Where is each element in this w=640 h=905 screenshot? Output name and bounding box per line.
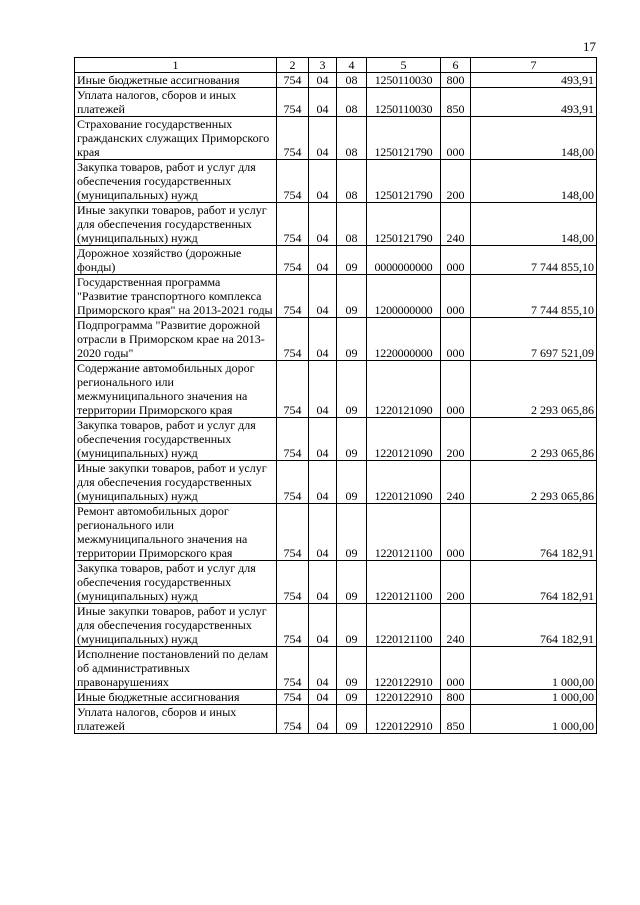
- row-name: Иные закупки товаров, работ и услуг для обеспечения государственных (муниципальных) нужд: [75, 604, 277, 647]
- row-ministry-code: 754: [277, 73, 309, 88]
- row-subsection: 09: [337, 504, 367, 561]
- row-expense-type: 000: [441, 361, 471, 418]
- row-ministry-code: 754: [277, 246, 309, 275]
- row-subsection: 08: [337, 203, 367, 246]
- row-target-article: 1220121100: [367, 604, 441, 647]
- row-amount: 1 000,00: [471, 647, 597, 690]
- column-header-7: 7: [471, 58, 597, 73]
- row-expense-type: 000: [441, 647, 471, 690]
- row-amount: 764 182,91: [471, 504, 597, 561]
- row-section: 04: [309, 246, 337, 275]
- row-amount: 493,91: [471, 88, 597, 117]
- row-name: Государственная программа "Развитие транспортного комплекса Приморского края" на 2013-2021 годы: [75, 275, 277, 318]
- row-subsection: 08: [337, 117, 367, 160]
- row-subsection: 09: [337, 690, 367, 705]
- row-amount: 148,00: [471, 160, 597, 203]
- row-expense-type: 000: [441, 246, 471, 275]
- row-ministry-code: 754: [277, 504, 309, 561]
- row-subsection: 09: [337, 647, 367, 690]
- row-subsection: 09: [337, 246, 367, 275]
- table-row: [75, 418, 597, 461]
- row-amount: 2 293 065,86: [471, 461, 597, 504]
- row-name: Иные бюджетные ассигнования: [75, 73, 277, 88]
- row-name: Уплата налогов, сборов и иных платежей: [75, 88, 277, 117]
- row-target-article: 1220121100: [367, 561, 441, 604]
- row-section: 04: [309, 73, 337, 88]
- table-row: [75, 604, 597, 647]
- row-target-article: 1220122910: [367, 690, 441, 705]
- budget-table: [74, 57, 597, 734]
- table-row: [75, 203, 597, 246]
- page-number: 17: [583, 39, 596, 54]
- table-row: [75, 361, 597, 418]
- row-name: Подпрограмма "Развитие дорожной отрасли в Приморском крае на 2013-2020 годы": [75, 318, 277, 361]
- row-amount: 2 293 065,86: [471, 418, 597, 461]
- row-target-article: 1220122910: [367, 705, 441, 734]
- row-subsection: 08: [337, 88, 367, 117]
- row-section: 04: [309, 318, 337, 361]
- row-amount: 1 000,00: [471, 690, 597, 705]
- header-row: [75, 58, 597, 73]
- row-target-article: 1250110030: [367, 88, 441, 117]
- table-row: [75, 160, 597, 203]
- row-target-article: 1220121100: [367, 504, 441, 561]
- row-section: 04: [309, 361, 337, 418]
- row-amount: 1 000,00: [471, 705, 597, 734]
- row-name: Иные закупки товаров, работ и услуг для обеспечения государственных (муниципальных) нужд: [75, 203, 277, 246]
- table-row: [75, 705, 597, 734]
- row-ministry-code: 754: [277, 275, 309, 318]
- row-expense-type: 200: [441, 561, 471, 604]
- row-name: Закупка товаров, работ и услуг для обеспечения государственных (муниципальных) нужд: [75, 561, 277, 604]
- row-expense-type: 850: [441, 88, 471, 117]
- row-name: Страхование государственных гражданских служащих Приморского края: [75, 117, 277, 160]
- table-row: [75, 117, 597, 160]
- row-section: 04: [309, 647, 337, 690]
- row-expense-type: 240: [441, 461, 471, 504]
- row-section: 04: [309, 561, 337, 604]
- column-header-5: 5: [367, 58, 441, 73]
- row-target-article: 1220121090: [367, 361, 441, 418]
- row-expense-type: 240: [441, 203, 471, 246]
- row-ministry-code: 754: [277, 117, 309, 160]
- row-expense-type: 240: [441, 604, 471, 647]
- row-ministry-code: 754: [277, 690, 309, 705]
- row-target-article: 1200000000: [367, 275, 441, 318]
- row-ministry-code: 754: [277, 561, 309, 604]
- row-target-article: 1250121790: [367, 203, 441, 246]
- row-expense-type: 800: [441, 690, 471, 705]
- row-section: 04: [309, 275, 337, 318]
- table-row: [75, 88, 597, 117]
- row-subsection: 09: [337, 361, 367, 418]
- row-target-article: 1220121090: [367, 461, 441, 504]
- row-amount: 7 744 855,10: [471, 246, 597, 275]
- column-header-2: 2: [277, 58, 309, 73]
- table-row: [75, 318, 597, 361]
- row-name: Ремонт автомобильных дорог регионального или межмуниципального значения на территории Приморского края: [75, 504, 277, 561]
- row-expense-type: 000: [441, 318, 471, 361]
- row-section: 04: [309, 504, 337, 561]
- row-subsection: 09: [337, 561, 367, 604]
- row-section: 04: [309, 604, 337, 647]
- row-target-article: 1220000000: [367, 318, 441, 361]
- row-subsection: 09: [337, 275, 367, 318]
- column-header-6: 6: [441, 58, 471, 73]
- row-target-article: 1250110030: [367, 73, 441, 88]
- row-amount: 764 182,91: [471, 604, 597, 647]
- row-amount: 148,00: [471, 117, 597, 160]
- row-section: 04: [309, 88, 337, 117]
- row-section: 04: [309, 160, 337, 203]
- table-row: [75, 461, 597, 504]
- row-expense-type: 000: [441, 504, 471, 561]
- row-name: Иные бюджетные ассигнования: [75, 690, 277, 705]
- row-ministry-code: 754: [277, 361, 309, 418]
- row-subsection: 09: [337, 705, 367, 734]
- row-ministry-code: 754: [277, 203, 309, 246]
- row-subsection: 09: [337, 461, 367, 504]
- row-amount: 148,00: [471, 203, 597, 246]
- row-amount: 2 293 065,86: [471, 361, 597, 418]
- row-target-article: 1220121090: [367, 418, 441, 461]
- row-ministry-code: 754: [277, 418, 309, 461]
- row-target-article: 1250121790: [367, 160, 441, 203]
- row-ministry-code: 754: [277, 604, 309, 647]
- row-section: 04: [309, 418, 337, 461]
- column-header-3: 3: [309, 58, 337, 73]
- row-ministry-code: 754: [277, 705, 309, 734]
- row-section: 04: [309, 203, 337, 246]
- table-row: [75, 504, 597, 561]
- row-amount: 7 744 855,10: [471, 275, 597, 318]
- row-target-article: 0000000000: [367, 246, 441, 275]
- row-subsection: 08: [337, 73, 367, 88]
- row-section: 04: [309, 705, 337, 734]
- table-body: [75, 73, 597, 734]
- row-section: 04: [309, 117, 337, 160]
- row-name: Закупка товаров, работ и услуг для обеспечения государственных (муниципальных) нужд: [75, 418, 277, 461]
- table-row: [75, 690, 597, 705]
- table-row: [75, 647, 597, 690]
- row-expense-type: 000: [441, 275, 471, 318]
- row-expense-type: 200: [441, 160, 471, 203]
- row-expense-type: 200: [441, 418, 471, 461]
- row-name: Содержание автомобильных дорог регионального или межмуниципального значения на территории Приморского края: [75, 361, 277, 418]
- row-ministry-code: 754: [277, 160, 309, 203]
- row-amount: 764 182,91: [471, 561, 597, 604]
- row-amount: 7 697 521,09: [471, 318, 597, 361]
- row-subsection: 09: [337, 604, 367, 647]
- row-ministry-code: 754: [277, 318, 309, 361]
- row-ministry-code: 754: [277, 461, 309, 504]
- table-row: [75, 561, 597, 604]
- row-ministry-code: 754: [277, 647, 309, 690]
- column-header-1: 1: [75, 58, 277, 73]
- row-subsection: 09: [337, 318, 367, 361]
- row-name: Закупка товаров, работ и услуг для обеспечения государственных (муниципальных) нужд: [75, 160, 277, 203]
- row-expense-type: 850: [441, 705, 471, 734]
- row-name: Дорожное хозяйство (дорожные фонды): [75, 246, 277, 275]
- row-amount: 493,91: [471, 73, 597, 88]
- row-expense-type: 000: [441, 117, 471, 160]
- row-name: Иные закупки товаров, работ и услуг для обеспечения государственных (муниципальных) нужд: [75, 461, 277, 504]
- row-section: 04: [309, 461, 337, 504]
- table-row: [75, 73, 597, 88]
- row-subsection: 09: [337, 418, 367, 461]
- row-section: 04: [309, 690, 337, 705]
- row-name: Исполнение постановлений по делам об административных правонарушениях: [75, 647, 277, 690]
- table-row: [75, 275, 597, 318]
- column-header-4: 4: [337, 58, 367, 73]
- row-target-article: 1220122910: [367, 647, 441, 690]
- row-expense-type: 800: [441, 73, 471, 88]
- row-target-article: 1250121790: [367, 117, 441, 160]
- table-row: [75, 246, 597, 275]
- row-name: Уплата налогов, сборов и иных платежей: [75, 705, 277, 734]
- row-ministry-code: 754: [277, 88, 309, 117]
- row-subsection: 08: [337, 160, 367, 203]
